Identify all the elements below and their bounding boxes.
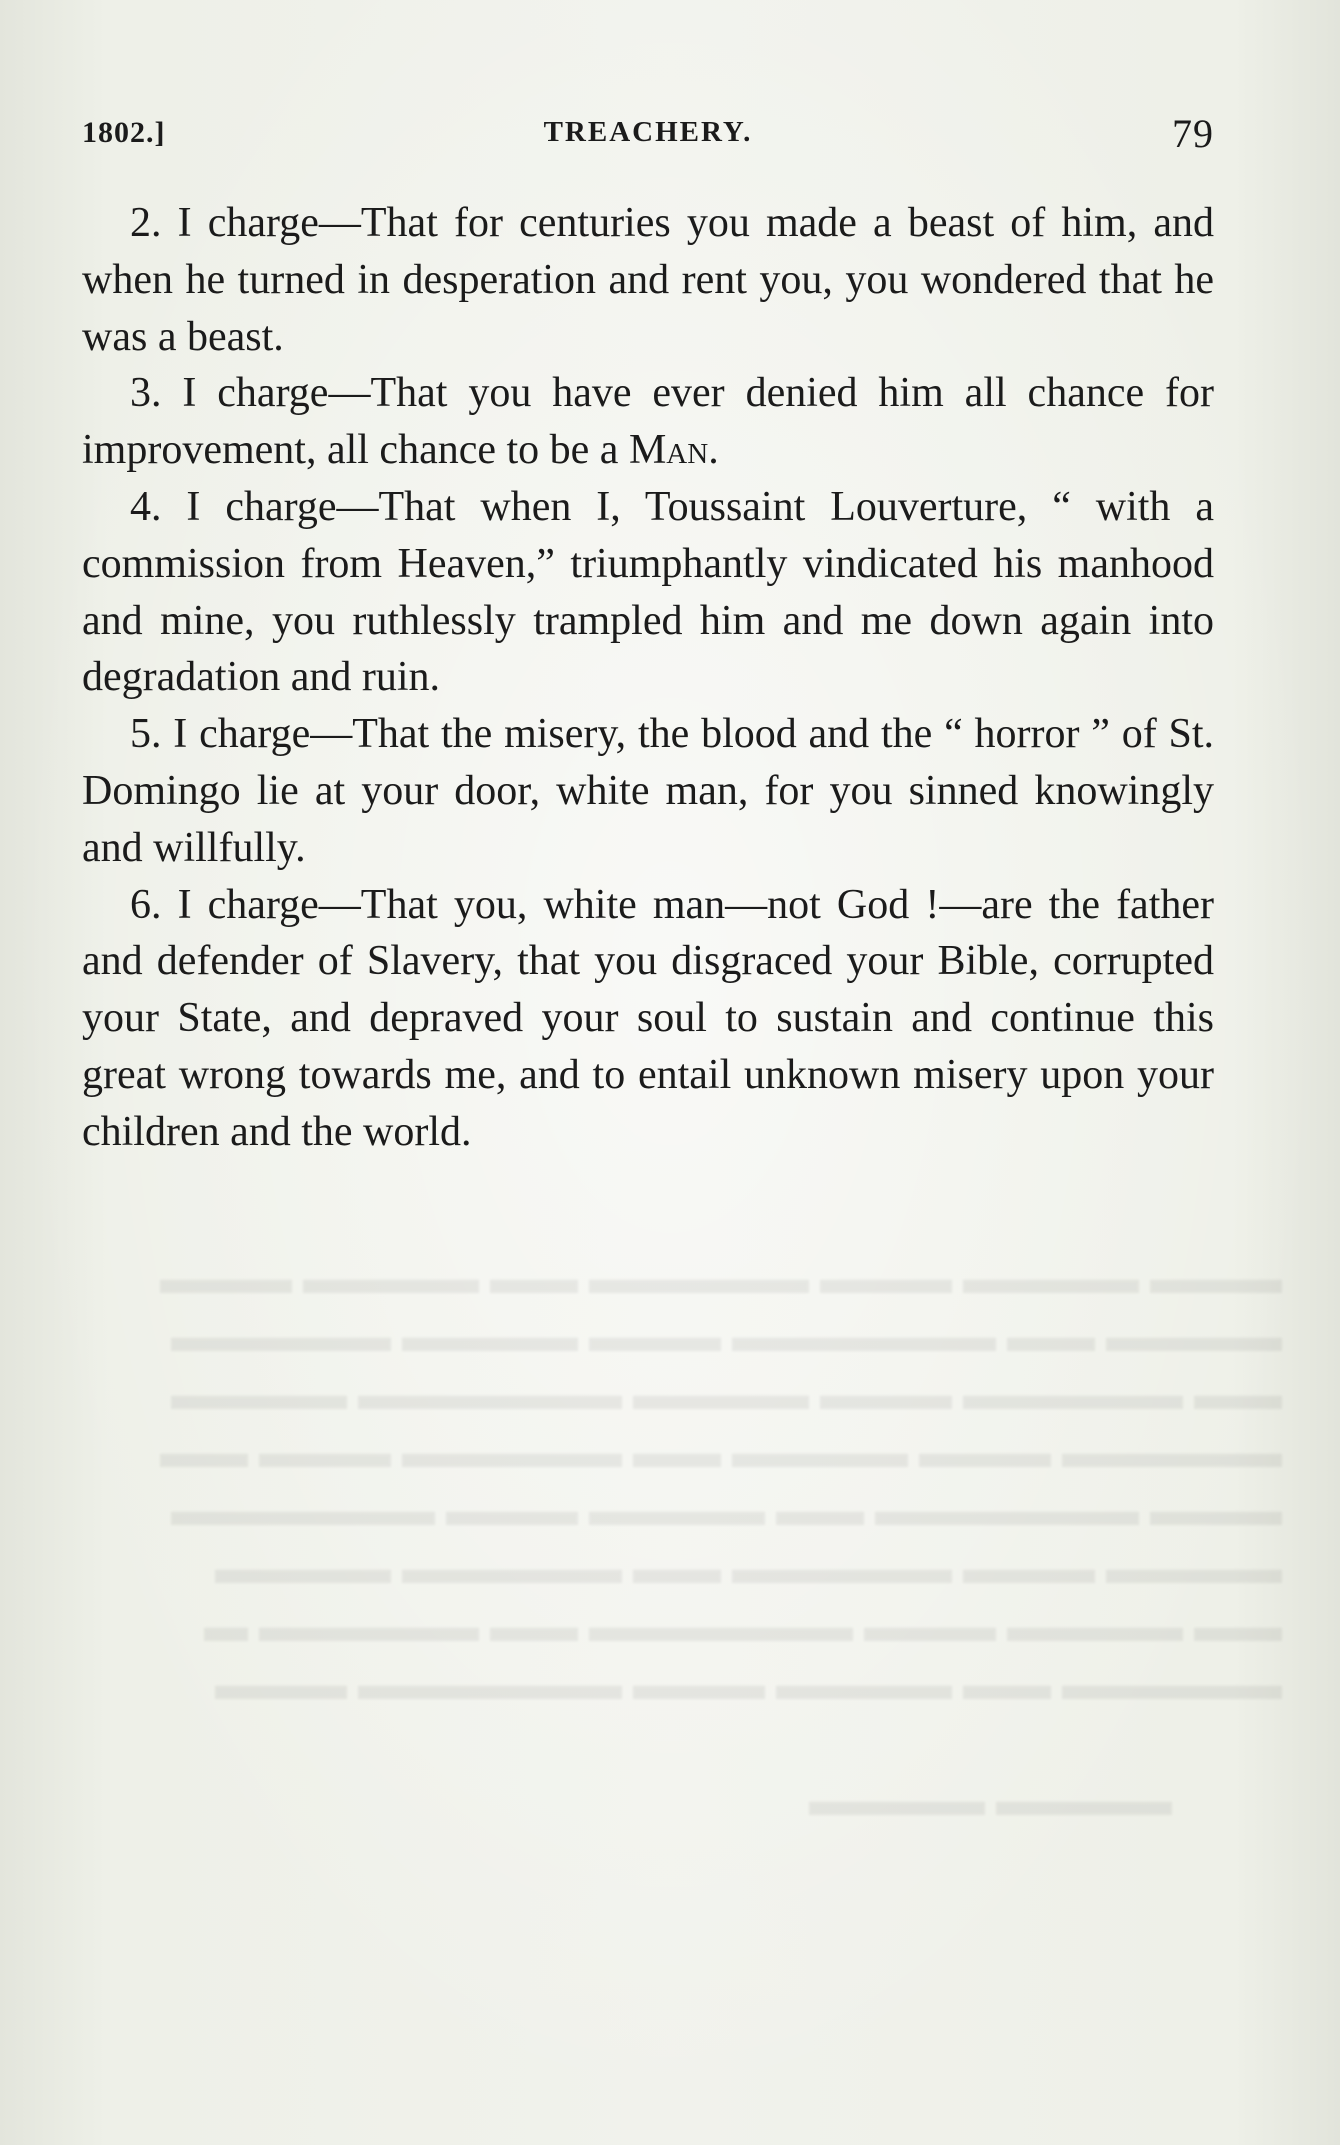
paragraph-charge-3-text: 3. I charge—That you have ever denied him all chance for improvement, all chance to be a bbox=[82, 370, 1214, 474]
paragraph-charge-3-end: . bbox=[708, 427, 719, 474]
small-caps-word: Man bbox=[628, 427, 709, 474]
paragraph-charge-4: 4. I charge—That when I, Toussaint Louverture, “ with a commission from Heaven,” triumphantly vindicated his manhood and mine, you ruthlessly trampled him and me down again into degradation and ruin. bbox=[82, 483, 1214, 701]
show-through-texture: ▬▬▬ ▬▬▬▬ ▬▬▬ ▬▬▬▬▬ ▬▬ ▬▬▬▬ ▬▬▬ ▬▬▬▬ ▬▬ ▬▬▬▬▬▬ ▬▬▬ ▬▬▬▬ ▬▬▬▬▬ ▬▬ ▬▬▬▬▬ ▬▬▬ ▬▬▬▬ ▬▬▬▬▬▬ ▬▬▬▬ ▬▬▬▬▬ ▬▬▬ ▬▬▬▬ ▬▬ ▬▬▬▬▬ ▬▬▬ ▬▬ ▬▬▬ ▬▬▬▬▬▬ ▬▬ ▬▬▬▬ ▬▬▬ ▬▬▬▬▬▬ ▬▬▬▬ ▬▬▬ ▬▬▬▬▬ ▬▬ ▬▬▬▬▬ ▬▬▬▬ ▬▬ ▬▬▬▬ ▬▬▬ ▬▬▬▬▬▬ ▬▬ ▬▬▬▬▬ ▬ ▬▬▬▬▬ ▬▬ ▬▬▬▬ ▬▬▬ ▬▬▬▬▬▬ ▬▬▬ ▬▬▬▬ ▬▬▬▬ bbox=[160, 1254, 1282, 1825]
paragraph-charge-3 bbox=[82, 365, 1214, 479]
body-text bbox=[82, 195, 1214, 1161]
running-head-year: 1802.] bbox=[82, 116, 166, 149]
paragraph-charge-6: 6. I charge—That you, white man—not God !—are the father and defender of Slavery, that you disgraced your Bible, corrupted your State, and depraved your soul to sustain and continue this great wrong towards me, and to entail unknown misery upon your children and the world. bbox=[82, 881, 1214, 1155]
paragraph-charge-2: 2. I charge—That for centuries you made a beast of him, and when he turned in desperation and rent you, you wondered that he was a beast. bbox=[82, 200, 1214, 360]
paragraph-charge-5: 5. I charge—That the misery, the blood and the “ horror ” of St. Domingo lie at your door, white man, for you sinned knowingly and willfully. bbox=[82, 711, 1214, 871]
page-number: 79 bbox=[1172, 111, 1214, 156]
running-head bbox=[82, 112, 1214, 162]
running-head-title: TREACHERY. bbox=[543, 116, 753, 148]
